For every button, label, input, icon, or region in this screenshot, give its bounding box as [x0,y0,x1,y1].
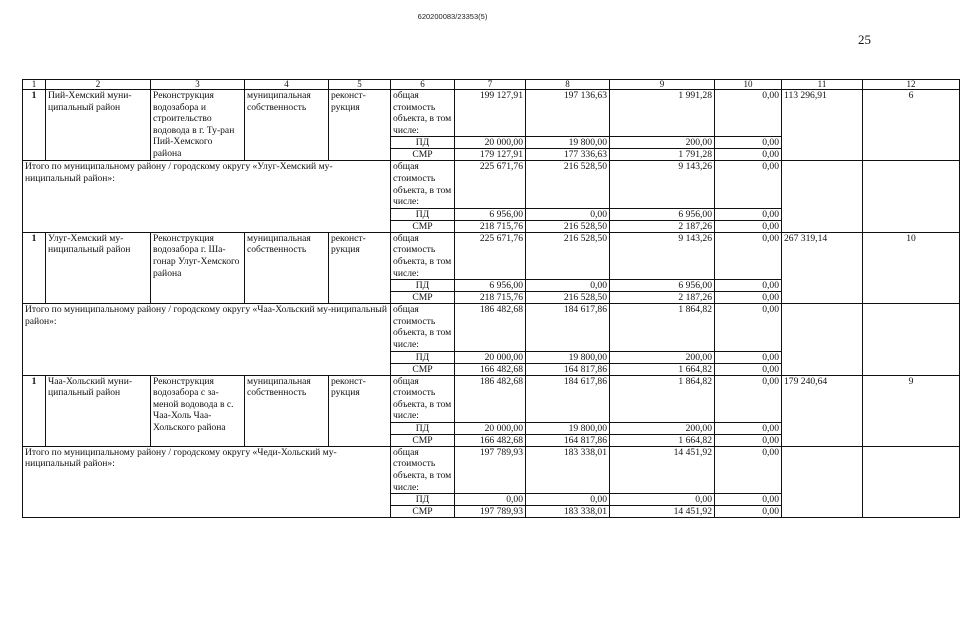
smr-label-cell: СМР [391,149,455,161]
value-cell: 9 143,26 [610,161,715,208]
col11-cell: 179 240,64 [782,375,863,446]
row-index: 1 [23,232,46,303]
district-cell: Улуг-Хемский му-ниципальный район [46,232,151,303]
col12-cell: 10 [863,232,960,303]
ownership-cell: муниципальная собственность [245,232,329,303]
value-cell: 0,00 [715,494,782,506]
value-cell: 14 451,92 [610,446,715,493]
value-cell: 20 000,00 [455,137,526,149]
value-cell: 2 187,26 [610,220,715,232]
value-cell: 1 864,82 [610,304,715,351]
value-cell: 0,00 [526,494,610,506]
page-number: 25 [858,32,871,47]
district-cell: Пий-Хемский муни-ципальный район [46,90,151,161]
value-cell: 225 671,76 [455,232,526,279]
value-cell: 216 528,50 [526,220,610,232]
cost-label-cell: общая стоимость объекта, в том числе: [391,446,455,493]
value-cell: 1 864,82 [610,375,715,422]
value-cell: 216 528,50 [526,161,610,208]
summary-row [23,446,960,493]
value-cell: 2 187,26 [610,292,715,304]
value-cell: 164 817,86 [526,363,610,375]
value-cell: 164 817,86 [526,434,610,446]
value-cell: 0,00 [715,422,782,434]
col12-cell: 9 [863,375,960,446]
column-header: 5 [329,80,391,90]
smr-label-cell: СМР [391,363,455,375]
value-cell: 0,00 [715,90,782,137]
cost-label-cell: общая стоимость объекта, в том числе: [391,232,455,279]
object-row [23,90,960,137]
column-header: 3 [151,80,245,90]
column-header: 9 [610,80,715,90]
value-cell: 218 715,76 [455,292,526,304]
value-cell: 0,00 [610,494,715,506]
column-header: 6 [391,80,455,90]
pd-label-cell: ПД [391,494,455,506]
value-cell: 0,00 [715,506,782,518]
column-header: 12 [863,80,960,90]
value-cell: 0,00 [715,434,782,446]
value-cell: 1 664,82 [610,434,715,446]
value-cell: 197 789,93 [455,506,526,518]
summary-label: Итого по муниципальному району / городскому округу «Чеди-Хольский му-ниципальный район»: [23,446,391,517]
pd-label-cell: ПД [391,137,455,149]
value-cell: 0,00 [715,149,782,161]
value-cell: 6 956,00 [610,208,715,220]
value-cell: 0,00 [526,280,610,292]
cost-label-cell: общая стоимость объекта, в том числе: [391,90,455,137]
col12-cell: 6 [863,90,960,161]
value-cell: 1 664,82 [610,363,715,375]
value-cell: 186 482,68 [455,375,526,422]
value-cell: 200,00 [610,351,715,363]
col11-cell: 113 296,91 [782,90,863,161]
cost-label-cell: общая стоимость объекта, в том числе: [391,375,455,422]
value-cell: 184 617,86 [526,375,610,422]
empty-cell [863,161,960,232]
smr-label-cell: СМР [391,292,455,304]
column-header: 10 [715,80,782,90]
work-type-cell: реконст-рукция [329,232,391,303]
value-cell: 166 482,68 [455,363,526,375]
value-cell: 6 956,00 [455,280,526,292]
empty-cell [782,446,863,517]
value-cell: 0,00 [715,161,782,208]
column-header: 1 [23,80,46,90]
value-cell: 184 617,86 [526,304,610,351]
value-cell: 20 000,00 [455,351,526,363]
column-header: 11 [782,80,863,90]
value-cell: 19 800,00 [526,422,610,434]
value-cell: 1 791,28 [610,149,715,161]
financing-table [22,79,960,518]
value-cell: 0,00 [715,363,782,375]
summary-row [23,161,960,208]
pd-label-cell: ПД [391,422,455,434]
value-cell: 183 338,01 [526,506,610,518]
value-cell: 0,00 [455,494,526,506]
value-cell: 0,00 [715,292,782,304]
value-cell: 216 528,50 [526,292,610,304]
pd-label-cell: ПД [391,351,455,363]
value-cell: 0,00 [715,232,782,279]
column-header: 7 [455,80,526,90]
value-cell: 216 528,50 [526,232,610,279]
pd-label-cell: ПД [391,280,455,292]
value-cell: 179 127,91 [455,149,526,161]
summary-label: Итого по муниципальному району / городскому округу «Улуг-Хемский му-ниципальный район»: [23,161,391,232]
summary-row [23,304,960,351]
value-cell: 0,00 [715,351,782,363]
empty-cell [863,446,960,517]
value-cell: 0,00 [715,137,782,149]
project-cell: Реконструкция водозабора г. Ша-гонар Улуг-Хемского района [151,232,245,303]
smr-label-cell: СМР [391,434,455,446]
value-cell: 197 789,93 [455,446,526,493]
table-body [23,80,960,518]
project-cell: Реконструкция водозабора и строительство водовода в г. Ту-ран Пий-Хемского района [151,90,245,161]
value-cell: 0,00 [715,208,782,220]
column-number-row [23,80,960,90]
object-row [23,375,960,422]
project-cell: Реконструкция водозабора с за-меной водовода в с. Чаа-Холь Чаа-Хольского района [151,375,245,446]
value-cell: 14 451,92 [610,506,715,518]
value-cell: 19 800,00 [526,137,610,149]
value-cell: 200,00 [610,422,715,434]
col11-cell: 267 319,14 [782,232,863,303]
value-cell: 0,00 [715,375,782,422]
value-cell: 197 136,63 [526,90,610,137]
work-type-cell: реконст-рукция [329,90,391,161]
smr-label-cell: СМР [391,506,455,518]
object-row [23,232,960,279]
value-cell: 199 127,91 [455,90,526,137]
ownership-cell: муниципальная собственность [245,90,329,161]
value-cell: 20 000,00 [455,422,526,434]
value-cell: 0,00 [715,220,782,232]
value-cell: 0,00 [715,280,782,292]
value-cell: 0,00 [715,446,782,493]
empty-cell [782,304,863,375]
cost-label-cell: общая стоимость объекта, в том числе: [391,161,455,208]
cost-label-cell: общая стоимость объекта, в том числе: [391,304,455,351]
row-index: 1 [23,375,46,446]
value-cell: 19 800,00 [526,351,610,363]
summary-label: Итого по муниципальному району / городскому округу «Чаа-Хольский му-ниципальный район»: [23,304,391,375]
district-cell: Чаа-Хольский муни-ципальный район [46,375,151,446]
value-cell: 0,00 [526,208,610,220]
pd-label-cell: ПД [391,208,455,220]
column-header: 2 [46,80,151,90]
value-cell: 186 482,68 [455,304,526,351]
empty-cell [863,304,960,375]
value-cell: 183 338,01 [526,446,610,493]
smr-label-cell: СМР [391,220,455,232]
value-cell: 218 715,76 [455,220,526,232]
value-cell: 177 336,63 [526,149,610,161]
value-cell: 225 671,76 [455,161,526,208]
value-cell: 1 991,28 [610,90,715,137]
document-code: 620200083/23353(5) [417,12,488,21]
row-index: 1 [23,90,46,161]
column-header: 4 [245,80,329,90]
value-cell: 200,00 [610,137,715,149]
empty-cell [782,161,863,232]
work-type-cell: реконст-рукция [329,375,391,446]
column-header: 8 [526,80,610,90]
value-cell: 0,00 [715,304,782,351]
value-cell: 9 143,26 [610,232,715,279]
value-cell: 166 482,68 [455,434,526,446]
value-cell: 6 956,00 [455,208,526,220]
value-cell: 6 956,00 [610,280,715,292]
ownership-cell: муниципальная собственность [245,375,329,446]
